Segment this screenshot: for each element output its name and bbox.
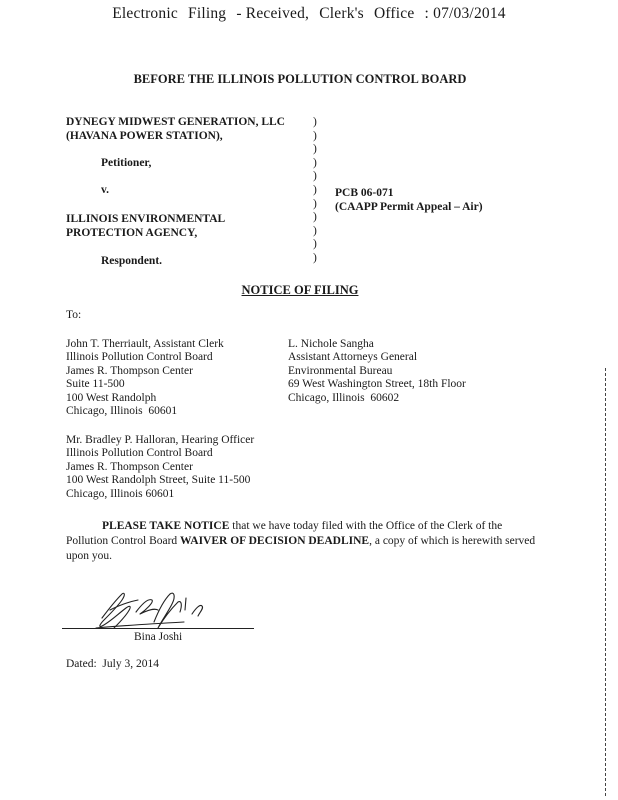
- header-date: : 07/03/2014: [424, 5, 506, 22]
- board-title: BEFORE THE ILLINOIS POLLUTION CONTROL BOARD: [133, 72, 467, 86]
- notice-paragraph: [66, 519, 536, 564]
- document-title: WAIVER OF DECISION DEADLINE: [180, 535, 370, 547]
- caption-parentheses: ) ) ) ) ) ) ) ) ) ) ): [313, 116, 317, 264]
- petitioner-role: Petitioner,: [101, 157, 152, 169]
- case-number: PCB 06-071: [335, 187, 394, 199]
- header-electronic: Electronic: [112, 5, 178, 22]
- recipient-attorney-general: L. Nichole Sangha Assistant Attorneys General Environmental Bureau 69 West Washington Street, 18th Floor Chicago, Illinois 60602: [288, 338, 466, 404]
- respondent-name: [66, 212, 225, 240]
- signature-line: [62, 628, 254, 629]
- recipient-clerk: John T. Therriault, Assistant Clerk Illinois Pollution Control Board James R. Thompson Center Suite 11-500 100 West Randolph Chicago, Illinois 60601: [66, 338, 224, 418]
- header-filing: Filing: [188, 5, 227, 22]
- notice-text-2: , a copy of which is herewith served upon you.: [66, 535, 536, 562]
- respondent-role: Respondent.: [101, 255, 163, 267]
- notice-title: NOTICE OF FILING: [241, 283, 359, 297]
- recipient-hearing-officer: Mr. Bradley P. Halloran, Hearing Officer Illinois Pollution Control Board James R. Thompson Center 100 West Randolph Street, Suite 11-500 Chicago, Illinois 60601: [66, 434, 255, 500]
- header-received: - Received,: [236, 5, 310, 22]
- petitioner-line-1: DYNEGY MIDWEST GENERATION, LLC: [66, 116, 285, 128]
- versus-label: v.: [101, 184, 109, 196]
- scan-edge-line: [605, 368, 606, 796]
- respondent-line-1: ILLINOIS ENVIRONMENTAL: [66, 213, 226, 225]
- to-label: To:: [66, 309, 82, 321]
- respondent-line-2: PROTECTION AGENCY,: [66, 227, 198, 239]
- header-office: Office: [373, 5, 415, 22]
- petitioner-line-2: (HAVANA POWER STATION),: [66, 130, 223, 142]
- dated-line: Dated: July 3, 2014: [66, 658, 159, 670]
- notice-text-1: that we have today filed with the Office of the Clerk of the Pollution Control Board: [66, 520, 503, 547]
- case-type: (CAAPP Permit Appeal – Air): [335, 201, 483, 213]
- notice-lead: PLEASE TAKE NOTICE: [102, 520, 230, 532]
- petitioner-name: [66, 115, 285, 143]
- header-clerks: Clerk's: [319, 5, 364, 22]
- signer-name: Bina Joshi: [134, 631, 183, 643]
- filing-header: [0, 5, 618, 23]
